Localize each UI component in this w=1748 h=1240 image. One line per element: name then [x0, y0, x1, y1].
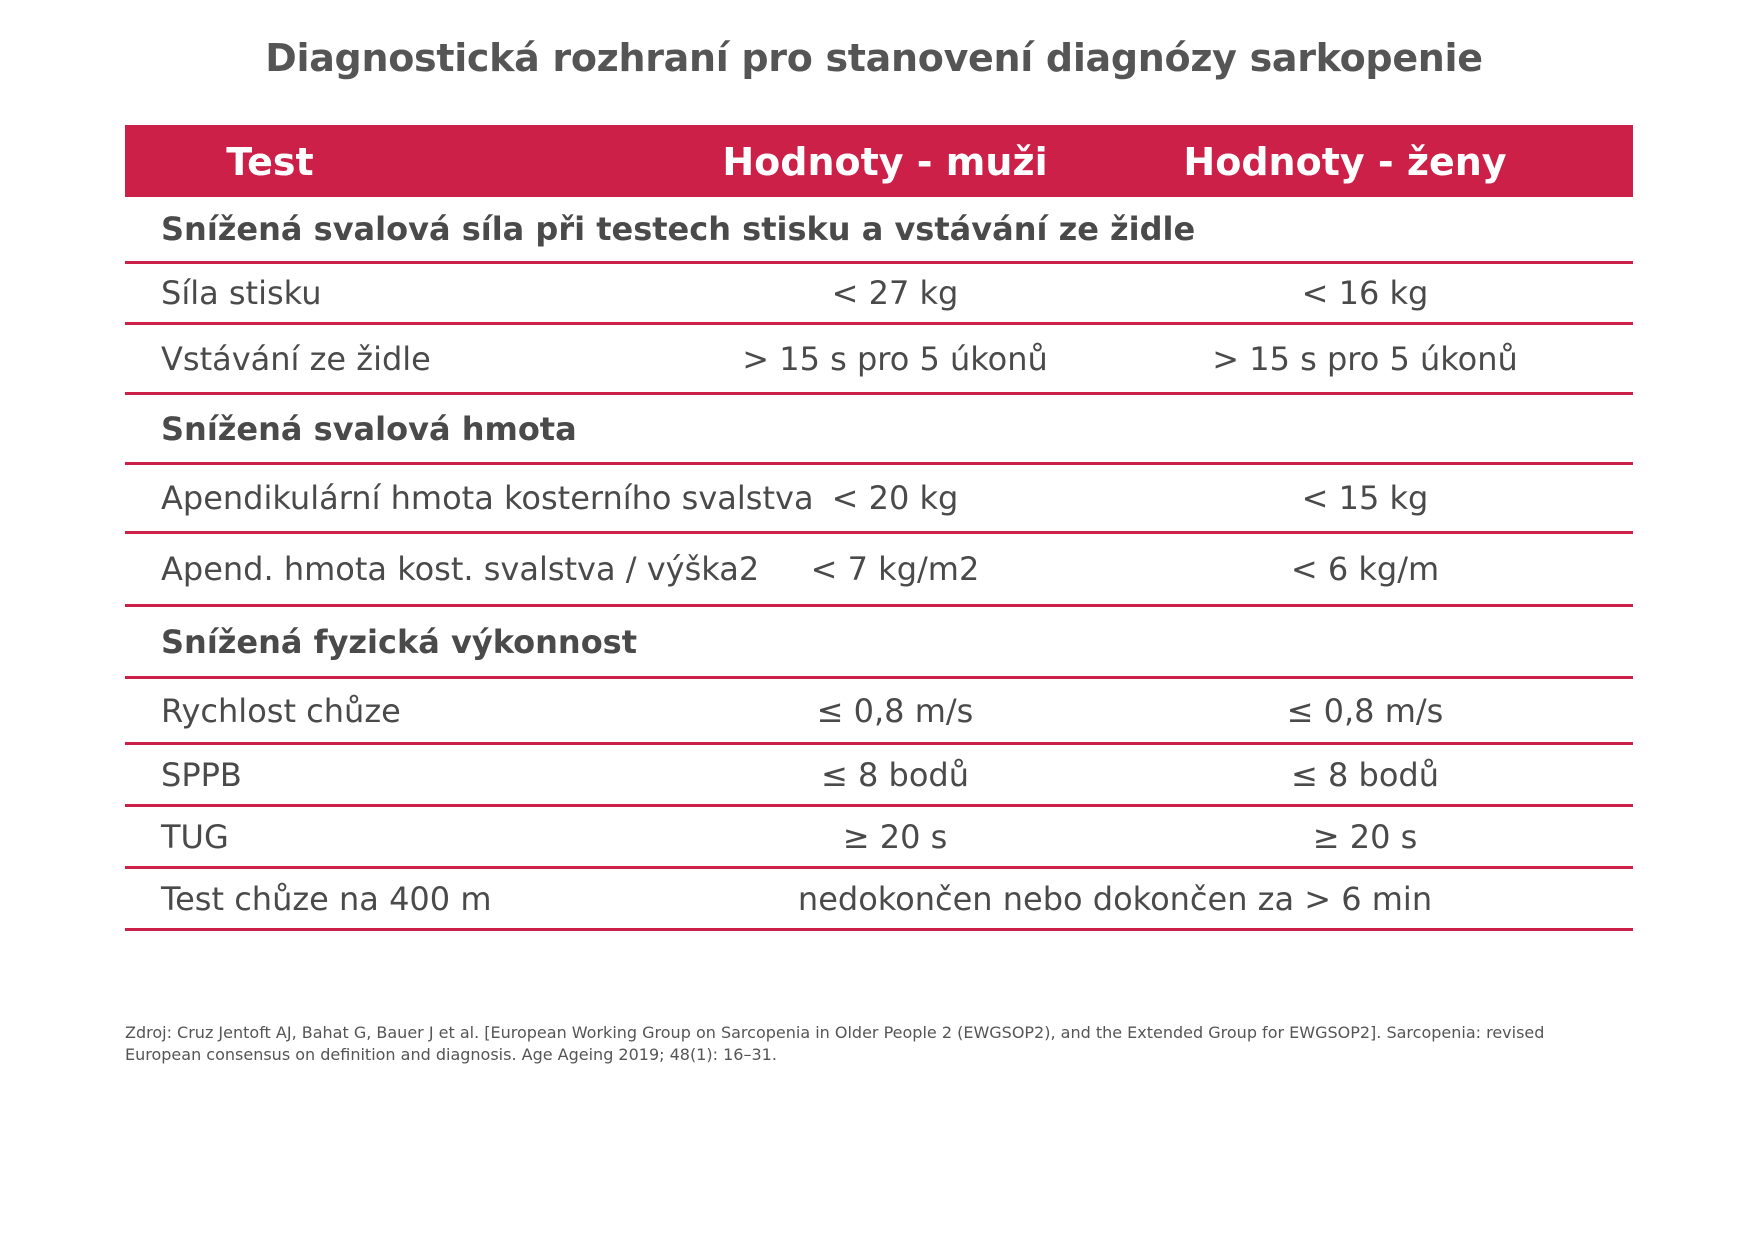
- table-header: [125, 125, 1633, 197]
- table-row: [125, 679, 1633, 745]
- source-citation: Zdroj: Cruz Jentoft AJ, Bahat G, Bauer J et al. [European Working Group on Sarcopenia in Older People 2 (EWGSOP2), and the Extended Group for EWGSOP2]. Sarcopenia: revised European consensus on definition and diagnosis. Age Ageing 2019; 48(1): 16–31.: [125, 1023, 1545, 1064]
- test-name: Vstávání ze židle: [161, 339, 431, 378]
- value-both: nedokončen nebo dokončen za > 6 min: [797, 879, 1433, 918]
- header-women: Hodnoty - ženy: [1183, 140, 1507, 184]
- page-title: Diagnostická rozhraní pro stanovení diagnózy sarkopenie: [265, 36, 1483, 80]
- table-row: [125, 869, 1633, 931]
- table-row: [125, 807, 1633, 869]
- value-men: < 27 kg: [831, 274, 959, 312]
- value-men: ≤ 0,8 m/s: [816, 691, 974, 730]
- table-row: [125, 745, 1633, 807]
- section-label: Snížená svalová síla při testech stisku a vstávání ze židle: [161, 210, 1196, 248]
- test-name: Apend. hmota kost. svalstva / výška2: [161, 550, 760, 588]
- value-men: < 20 kg: [831, 479, 959, 517]
- value-men: ≥ 20 s: [842, 817, 948, 856]
- table-row: [125, 325, 1633, 395]
- value-women: < 15 kg: [1301, 479, 1429, 517]
- value-men: ≤ 8 bodů: [821, 755, 969, 794]
- value-women: ≥ 20 s: [1312, 817, 1418, 856]
- table-row: [125, 465, 1633, 534]
- test-name: Rychlost chůze: [161, 691, 401, 730]
- header-test: Test: [226, 140, 314, 184]
- section-row-muscle-mass: [125, 395, 1633, 465]
- section-label: Snížená fyzická výkonnost: [161, 622, 638, 661]
- value-men: > 15 s pro 5 úkonů: [742, 339, 1048, 378]
- test-name: TUG: [161, 817, 229, 856]
- table-row: [125, 264, 1633, 325]
- value-men: < 7 kg/m2: [810, 550, 980, 588]
- value-women: < 6 kg/m: [1290, 550, 1440, 588]
- value-women: ≤ 8 bodů: [1291, 755, 1439, 794]
- value-women: ≤ 0,8 m/s: [1286, 691, 1444, 730]
- test-name: SPPB: [161, 755, 242, 794]
- header-men: Hodnoty - muži: [722, 140, 1048, 184]
- section-label: Snížená svalová hmota: [161, 409, 577, 448]
- value-women: > 15 s pro 5 úkonů: [1212, 339, 1518, 378]
- section-row-physical-performance: [125, 607, 1633, 679]
- test-name: Test chůze na 400 m: [161, 879, 492, 918]
- diagnostic-table: [125, 125, 1633, 931]
- value-women: < 16 kg: [1301, 274, 1429, 312]
- test-name: Apendikulární hmota kosterního svalstva: [161, 479, 814, 517]
- table-row: [125, 534, 1633, 607]
- section-row-muscle-strength: [125, 197, 1633, 264]
- test-name: Síla stisku: [161, 274, 322, 312]
